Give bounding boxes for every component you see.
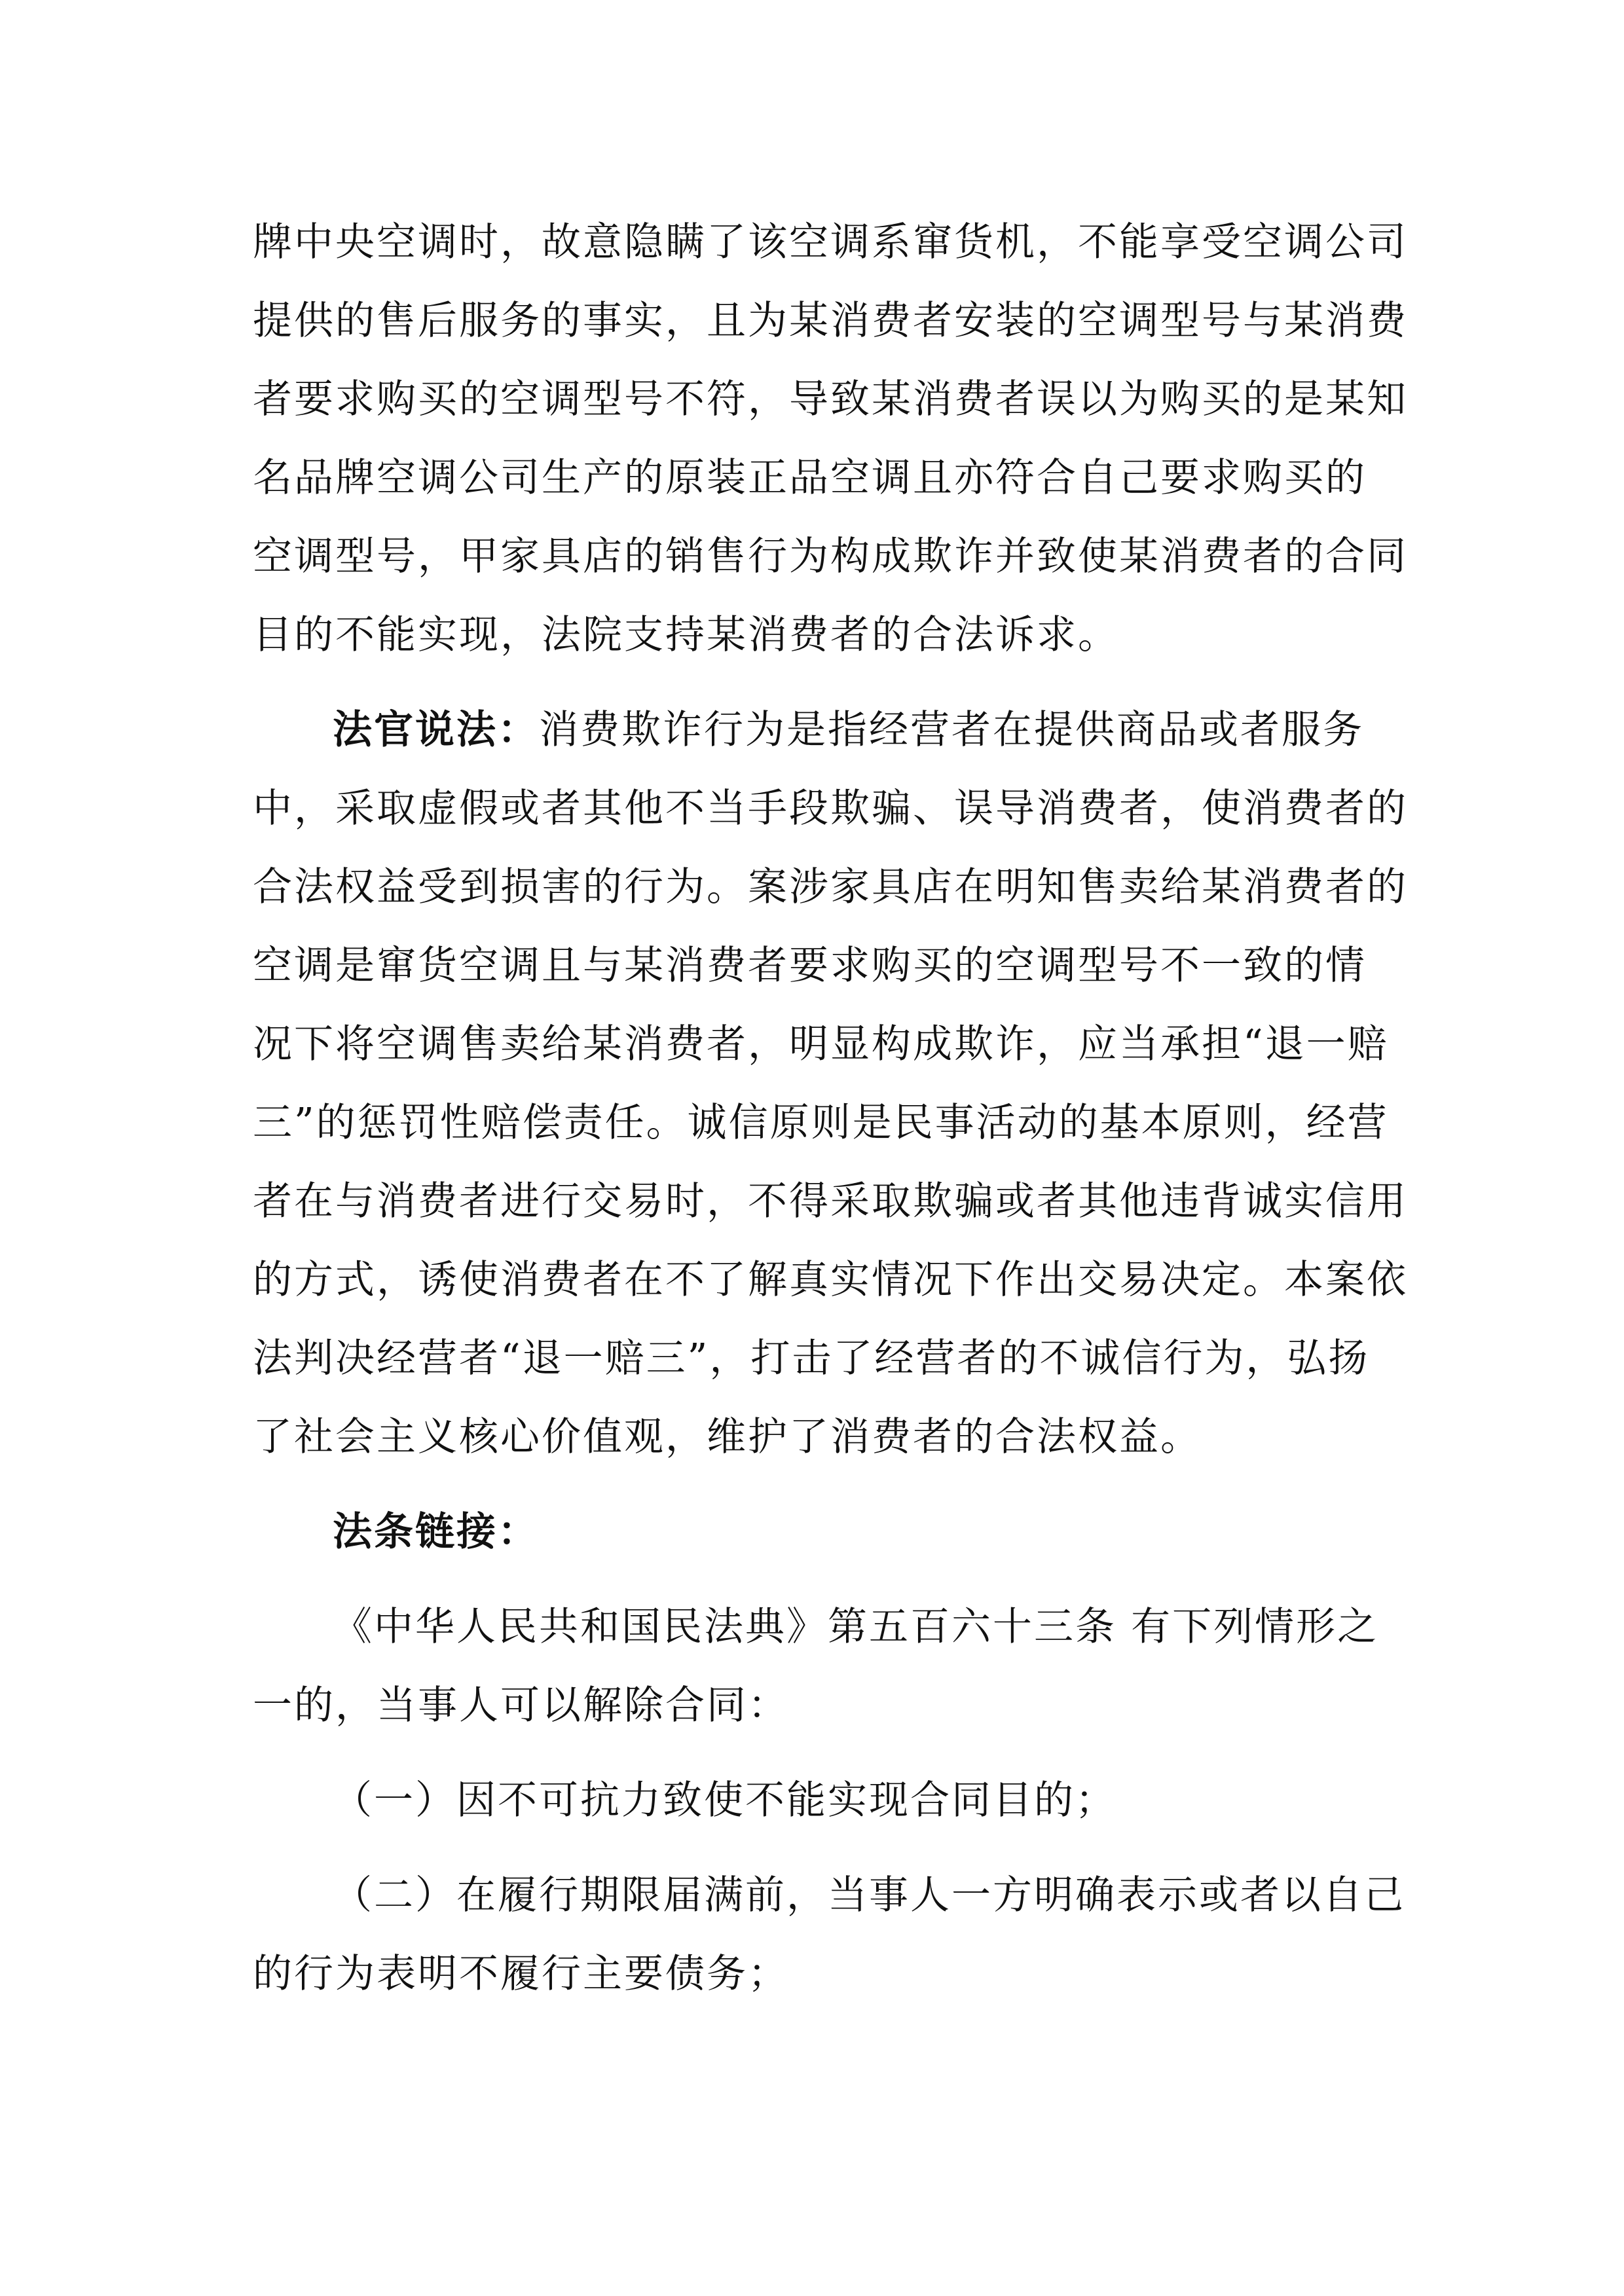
judge-commentary-first-line: [333, 704, 1364, 756]
body-line: 三”的惩罚性赔偿责任。诚信原则是民事活动的基本原则，经营: [253, 1100, 1389, 1146]
judge-commentary-text: 消费欺诈行为是指经营者在提供商品或者服务: [539, 707, 1364, 753]
article-line: 一的，当事人可以解除合同：: [253, 1683, 789, 1728]
body-line: 牌中央空调时，故意隐瞒了该空调系窜货机，不能享受空调公司: [253, 219, 1408, 265]
body-line: 况下将空调售卖给某消费者，明显构成欺诈，应当承担“退一赔: [253, 1021, 1389, 1067]
body-line: 目的不能实现，法院支持某消费者的合法诉求。: [253, 612, 1119, 658]
judge-commentary-label: 法官说法：: [333, 707, 539, 753]
body-line: 者在与消费者进行交易时，不得采取欺骗或者其他违背诚实信用: [253, 1178, 1408, 1224]
article-line: 《中华人民共和国民法典》第五百六十三条 有下列情形之: [333, 1604, 1379, 1650]
body-line: 者要求购买的空调型号不符，导致某消费者误以为购买的是某知: [253, 376, 1408, 422]
body-line: 空调型号，甲家具店的销售行为构成欺诈并致使某消费者的合同: [253, 534, 1408, 579]
body-line: 法判决经营者“退一赔三”，打击了经营者的不诚信行为，弘扬: [253, 1336, 1370, 1381]
article-item: 的行为表明不履行主要债务；: [253, 1951, 789, 1997]
legal-links-heading: 法条链接：: [333, 1509, 539, 1555]
article-item: （二）在履行期限届满前，当事人一方明确表示或者以自己: [333, 1872, 1405, 1918]
body-line: 中，采取虚假或者其他不当手段欺骗、误导消费者，使消费者的: [253, 786, 1408, 831]
body-line: 提供的售后服务的事实，且为某消费者安装的空调型号与某消费: [253, 298, 1408, 344]
body-line: 名品牌空调公司生产的原装正品空调且亦符合自己要求购买的: [253, 455, 1367, 501]
article-item: （一）因不可抗力致使不能实现合同目的；: [333, 1777, 1116, 1823]
body-line: 了社会主义核心价值观，维护了消费者的合法权益。: [253, 1414, 1202, 1460]
body-line: 空调是窜货空调且与某消费者要求购买的空调型号不一致的情: [253, 943, 1367, 989]
body-line: 合法权益受到损害的行为。案涉家具店在明知售卖给某消费者的: [253, 864, 1408, 910]
body-line: 的方式，诱使消费者在不了解真实情况下作出交易决定。本案依: [253, 1257, 1408, 1303]
